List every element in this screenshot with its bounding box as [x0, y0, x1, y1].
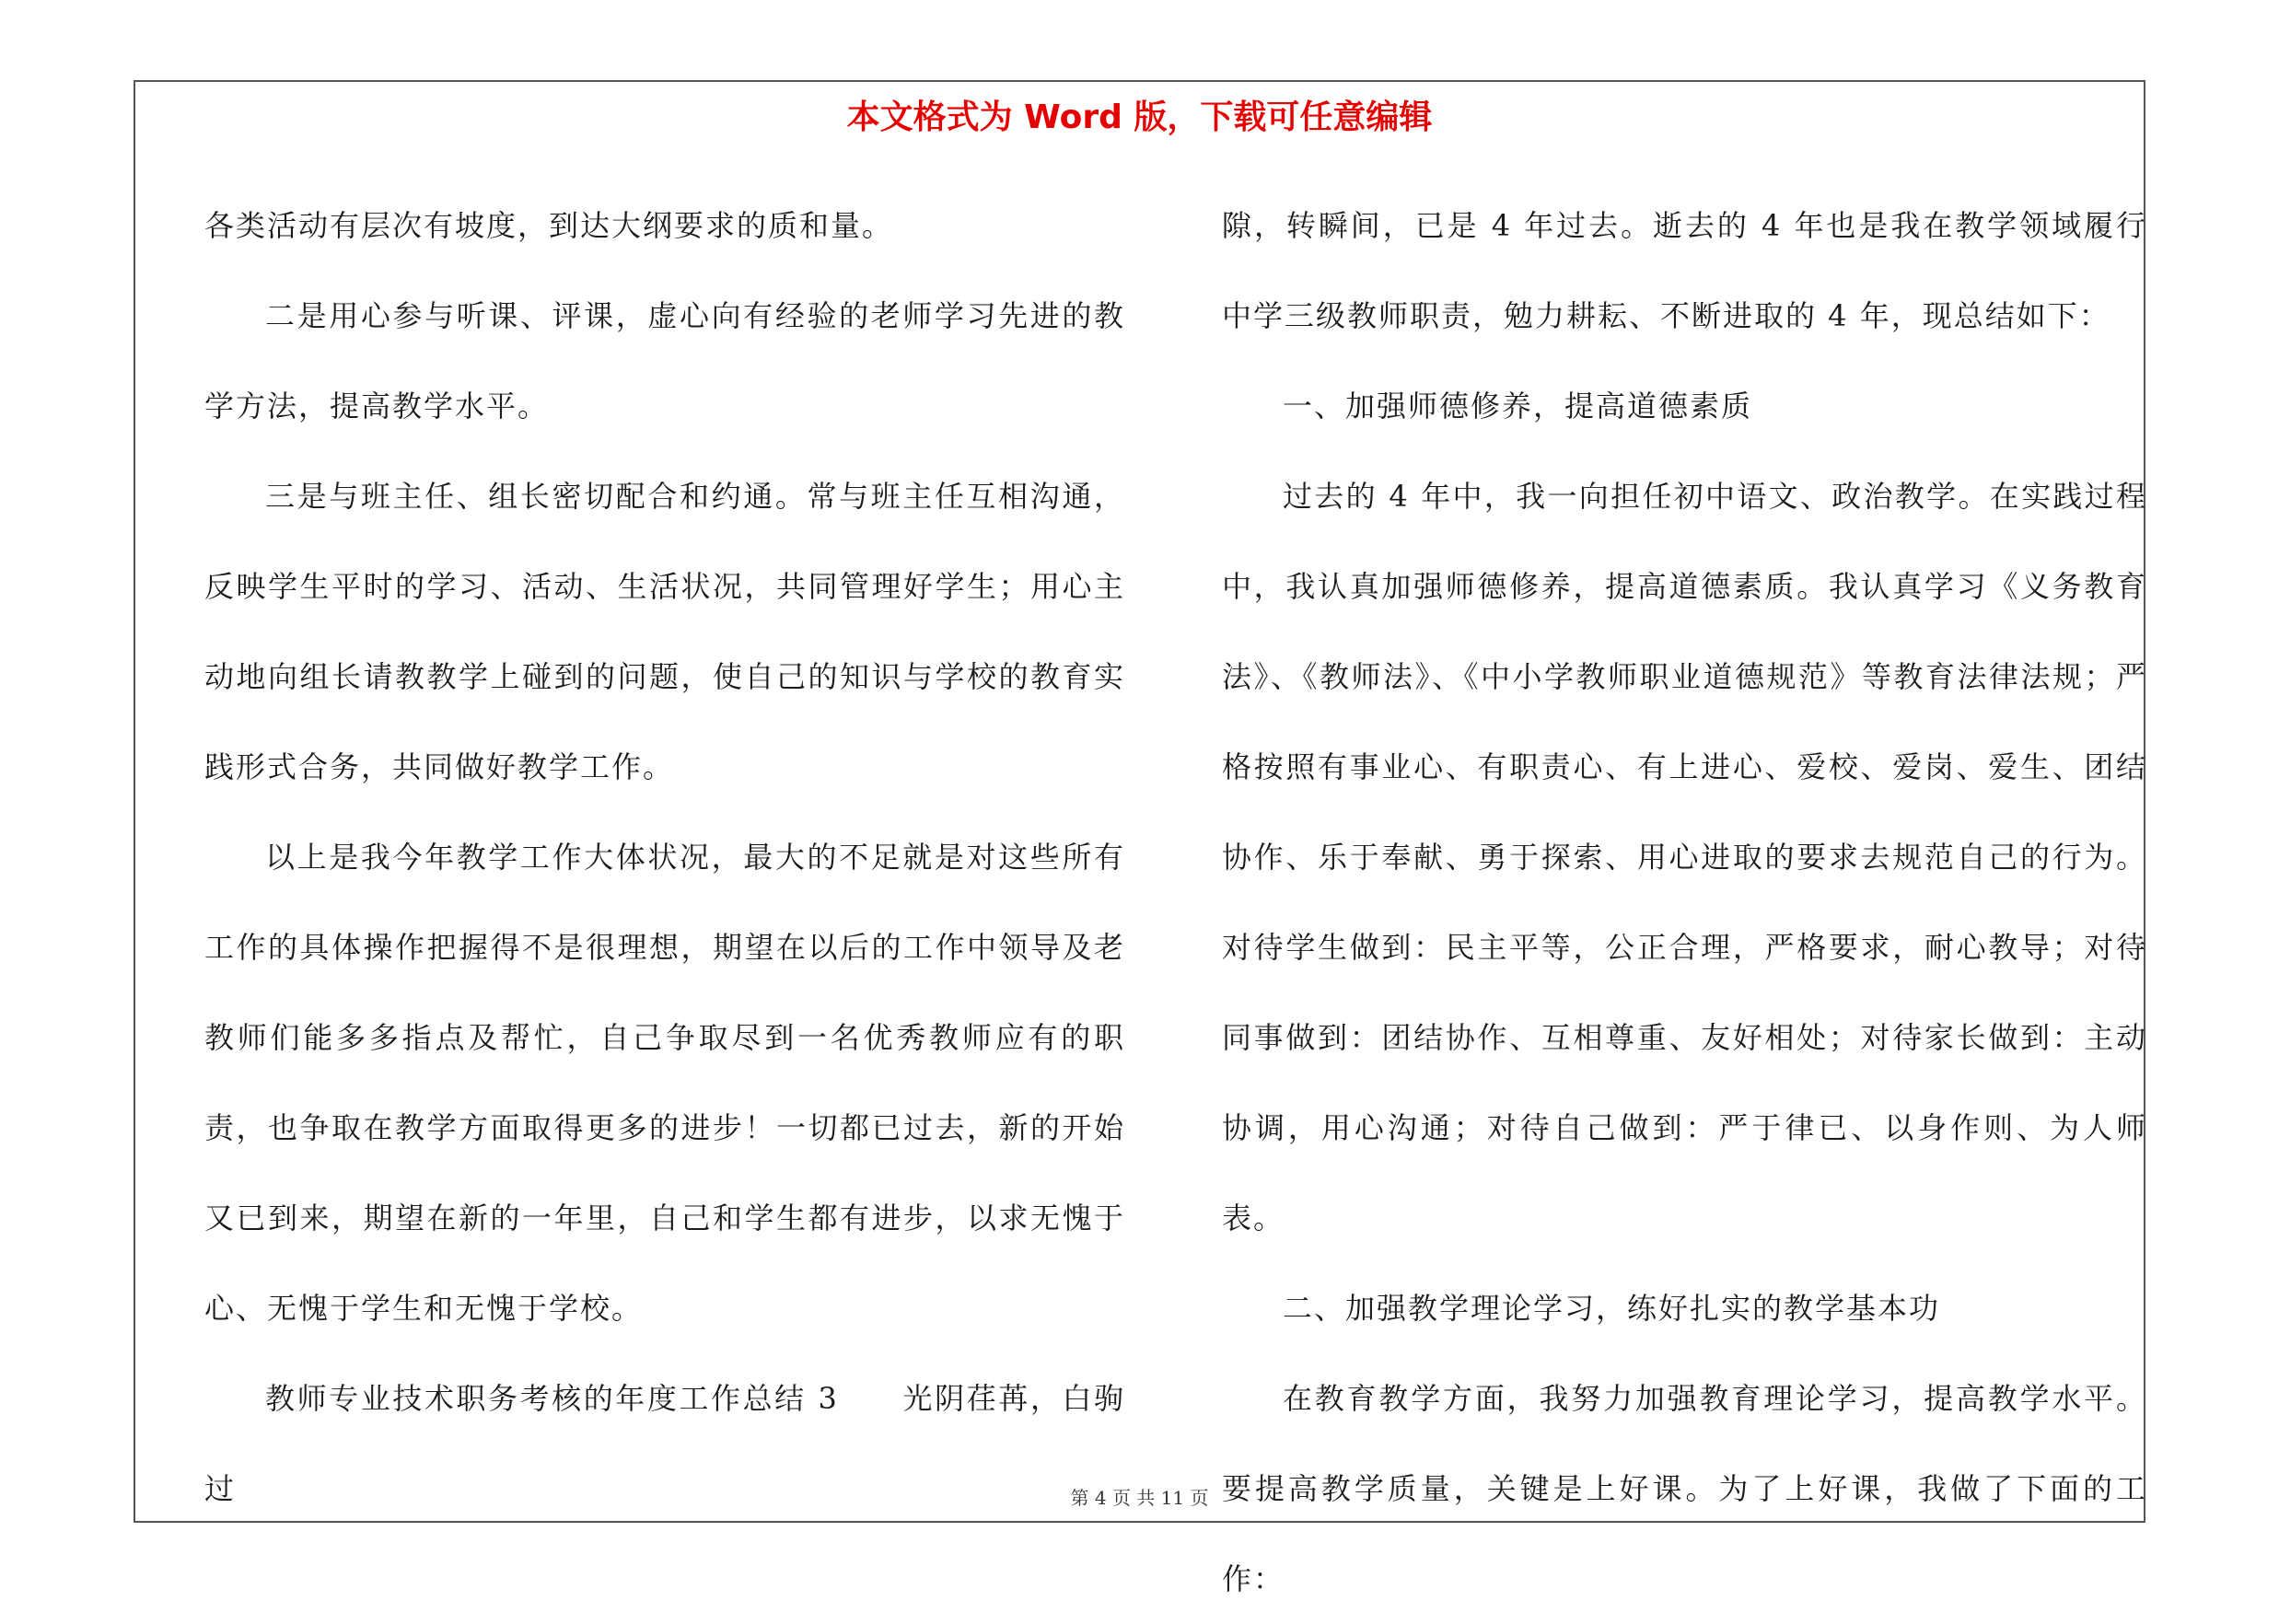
left-text-column	[204, 180, 1125, 1534]
paragraph: 二是用心参与听课、评课，虚心向有经验的老师学习先进的教学方法，提高教学水平。	[204, 298, 1125, 423]
paragraph: 过去的 4 年中，我一向担任初中语文、政治教学。在实践过程中，我认真加强师德修养，提高道德素质。我认真学习《义务教育法》、《教师法》、《中小学教师职业道德规范》等教育法律法规；严格按照有事业心、有职责心、有上进心、爱校、爱岗、爱生、团结协作、乐于奉献、勇于探索、用心进取的要求去规范自己的行为。对待学生做到：民主平等，公正合理，严格要求，耐心教导；对待同事做到：团结协作、互相尊重、友好相处；对待家长做到：主动协调，用心沟通；对待自己做到：严于律已、以身作则、为人师表。	[1222, 479, 2147, 1235]
document-header-banner: 本文格式为 Word 版，下载可任意编辑	[846, 99, 1433, 136]
section-heading: 二、加强教学理论学习，练好扎实的教学基本功	[1283, 1291, 1941, 1326]
page-number-footer: 第 4 页 共 11 页	[1070, 1487, 1209, 1509]
paragraph: 在教育教学方面，我努力加强教育理论学习，提高教学水平。要提高教学质量，关键是上好课。为了上好课，我做了下面的工作：	[1222, 1381, 2147, 1596]
paragraph: 各类活动有层次有坡度，到达大纲要求的质和量。	[204, 208, 894, 243]
paragraph: 隙，转瞬间，已是 4 年过去。逝去的 4 年也是我在教学领域履行中学三级教师职责，勉力耕耘、不断进取的 4 年，现总结如下：	[1222, 208, 2147, 333]
section-heading: 一、加强师德修养，提高道德素质	[1283, 389, 1753, 423]
paragraph: 教师专业技术职务考核的年度工作总结 3 光阴荏苒，白驹过	[204, 1381, 1125, 1506]
paragraph: 以上是我今年教学工作大体状况，最大的不足就是对这些所有工作的具体操作把握得不是很理想，期望在以后的工作中领导及老教师们能多多指点及帮忙，自己争取尽到一名优秀教师应有的职责，也争取在教学方面取得更多的进步！一切都已过去，新的开始又已到来，期望在新的一年里，自己和学生都有进步，以求无愧于心、无愧于学生和无愧于学校。	[204, 840, 1125, 1326]
paragraph: 三是与班主任、组长密切配合和约通。常与班主任互相沟通，反映学生平时的学习、活动、生活状况，共同管理好学生；用心主动地向组长请教教学上碰到的问题，使自己的知识与学校的教育实践形式合务，共同做好教学工作。	[204, 479, 1125, 784]
right-text-column	[1222, 180, 2147, 1624]
